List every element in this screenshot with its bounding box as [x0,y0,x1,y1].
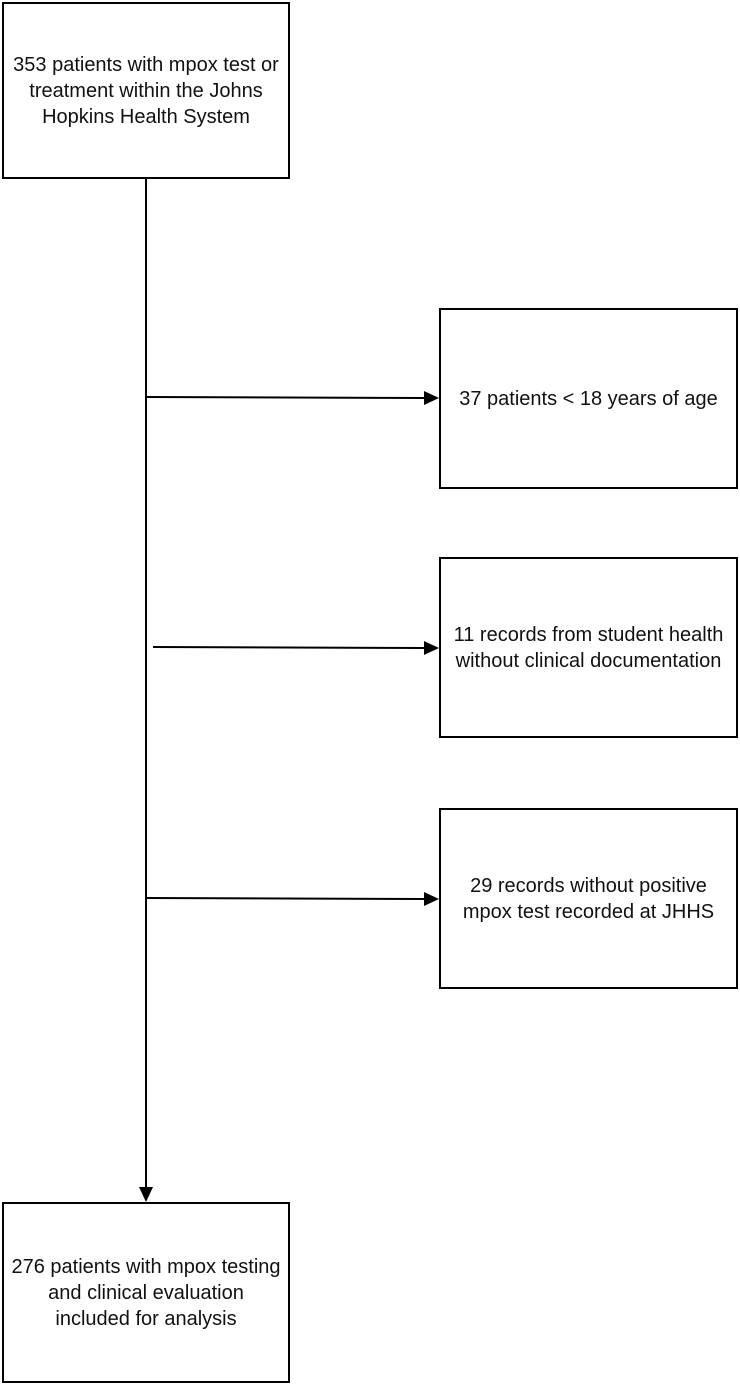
branch-line-2 [153,647,426,648]
start-population-box [2,2,290,179]
start-population-text: 353 patients with mpox test or treatment within the Johns Hopkins Health System [13,53,279,128]
branch-line-3 [146,898,426,899]
branch-arrowhead-1 [424,391,439,405]
final-analysis-text: 276 patients with mpox testing and clinical evaluation included for analysis [11,1255,281,1330]
exclusion-box-student-health [439,557,738,738]
final-analysis-box [2,1202,290,1383]
exclusion-text-student-health: 11 records from student health without clinical documentation [453,623,724,672]
main-arrowhead [139,1187,153,1202]
exclusion-text-age: 37 patients < 18 years of age [459,387,718,410]
exclusion-box-age [439,308,738,489]
branch-line-1 [146,397,426,398]
exclusion-text-no-positive-test: 29 records without positive mpox test recorded at JHHS [462,874,715,923]
branch-arrowhead-2 [424,641,439,655]
exclusion-box-no-positive-test [439,808,738,989]
branch-arrowhead-3 [424,892,439,906]
